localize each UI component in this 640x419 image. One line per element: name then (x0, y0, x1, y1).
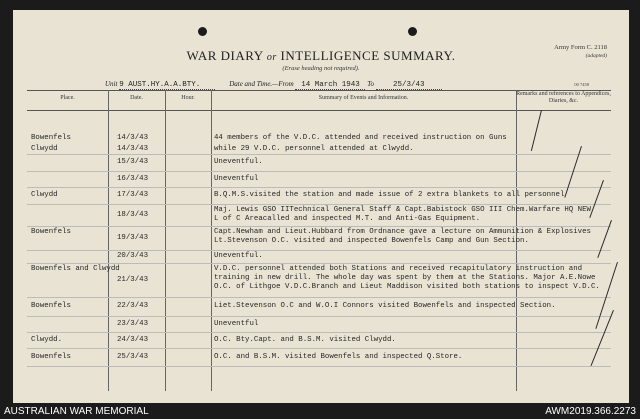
entry-place: Bowenfels and Clwydd (31, 265, 120, 273)
entry-date: 15/3/43 (117, 158, 149, 166)
header-place: Place. (60, 95, 75, 101)
table-row (27, 250, 611, 264)
date-to: 25/3/43 (376, 81, 442, 90)
document-subtitle: (Erase heading not required). (282, 65, 360, 72)
entry-date: 14/3/43 (117, 133, 149, 142)
entry-date: 19/3/43 (117, 233, 149, 242)
entry-summary-line: Maj. Lewis GSO IITechnical General Staff & Capt.Babistock GSO III Chem.Warfare HQ NEW (214, 206, 591, 214)
entry-summary-line: V.D.C. personnel attended both Stations and received recapitulatory instruction and (214, 265, 583, 273)
table-row (27, 154, 611, 172)
entry-place: Bowenfels (31, 302, 71, 310)
entry-date: 16/3/43 (117, 174, 149, 183)
entry-summary-line: Uneventful (214, 174, 259, 183)
table-row (27, 204, 611, 227)
entry-date: 17/3/43 (117, 191, 149, 199)
entry-summary-line: Liet.Stevenson O.C and W.O.I Connors visited Bowenfels and inspected Section. (214, 302, 556, 310)
entry-place: Clwydd. (31, 335, 63, 344)
footer-archive-name: AUSTRALIAN WAR MEMORIAL (4, 406, 149, 417)
header-date: Date. (130, 95, 143, 101)
table-row (27, 226, 611, 251)
entry-date: 23/3/43 (117, 319, 149, 328)
entry-summary-line: Uneventful. (214, 252, 263, 260)
entry-summary-line: B.Q.M.S.visited the station and made issue of 2 extra blankets to all personnel (214, 191, 565, 199)
header-remarks: Remarks and references to Appendices, Diaries, &c. (516, 91, 611, 104)
entry-date: 25/3/43 (117, 352, 149, 361)
entry-summary-line: while 29 V.D.C. personnel attended at Clwydd. (214, 144, 414, 153)
entry-date: 18/3/43 (117, 210, 149, 219)
entry-date: 21/3/43 (117, 275, 149, 284)
entry-place: Clwydd (31, 144, 58, 153)
table-row (27, 348, 611, 367)
entry-date: 22/3/43 (117, 302, 149, 310)
entry-summary-line: L of C Areacalled and inspected M.T. and Anti-Gas Equipment. (214, 215, 481, 223)
entry-summary-line: O.C. of Lithgoe V.D.C.Branch and Lieut Maddison visited both stations to inspect V.D.C. (214, 283, 600, 291)
form-code: 00 7458 (574, 82, 589, 87)
header-hour: Hour. (181, 95, 195, 101)
entry-summary-line: O.C. and B.S.M. visited Bowenfels and inspected Q.Store. (214, 352, 463, 361)
entry-place: Bowenfels (31, 228, 71, 236)
entry-place: Bowenfels (31, 352, 71, 361)
entry-summary-line: training in new drill. The whole day was spent by them at the Stations. Major A.E.Nowe (214, 274, 596, 282)
entry-date: 20/3/43 (117, 252, 149, 260)
entry-summary-line: Uneventful (214, 319, 259, 328)
table-row (27, 263, 611, 298)
date-from: 14 March 1943 (295, 81, 365, 90)
footer-accession-number: AWM2019.366.2273 (545, 406, 636, 417)
entry-summary-line: 44 members of the V.D.C. attended and received instruction on Guns (214, 133, 507, 142)
entry-date: 24/3/43 (117, 335, 149, 344)
punch-hole (408, 27, 417, 36)
punch-hole (198, 27, 207, 36)
table-row (27, 132, 611, 144)
entry-summary-line: Capt.Newham and Lieut.Hubbard from Ordnance gave a lecture on Ammunition & Explosives (214, 228, 591, 236)
entry-place: Clwydd (31, 191, 58, 199)
unit-value: 9 AUST.HY.A.A.BTY. (119, 81, 215, 90)
unit-date-line (105, 80, 442, 90)
header-summary: Summary of Events and Information. (318, 95, 409, 101)
table-row (27, 187, 611, 205)
entry-date: 14/3/43 (117, 144, 149, 153)
war-diary-sheet (13, 10, 629, 403)
table-row (27, 297, 611, 317)
entry-summary-line: Lt.Stevenson O.C. visited and inspected Bowenfels Camp and Gun Section. (214, 237, 529, 245)
table-row (27, 316, 611, 333)
entry-summary-line: O.C. Bty.Capt. and B.S.M. visited Clwydd. (214, 335, 396, 344)
unit-label: Unit (105, 80, 118, 88)
entry-summary-line: Uneventful. (214, 158, 263, 166)
document-title: WAR DIARY or INTELLIGENCE SUMMARY. (186, 48, 456, 63)
table-row (27, 332, 611, 349)
header-bottom-rule (27, 110, 611, 111)
form-number: Army Form C. 2118 (adapted) (554, 44, 607, 59)
table-row (27, 171, 611, 188)
date-to-label: To (367, 80, 374, 88)
date-label: Date and Time.—From (229, 80, 294, 88)
entry-place: Bowenfels (31, 133, 71, 142)
